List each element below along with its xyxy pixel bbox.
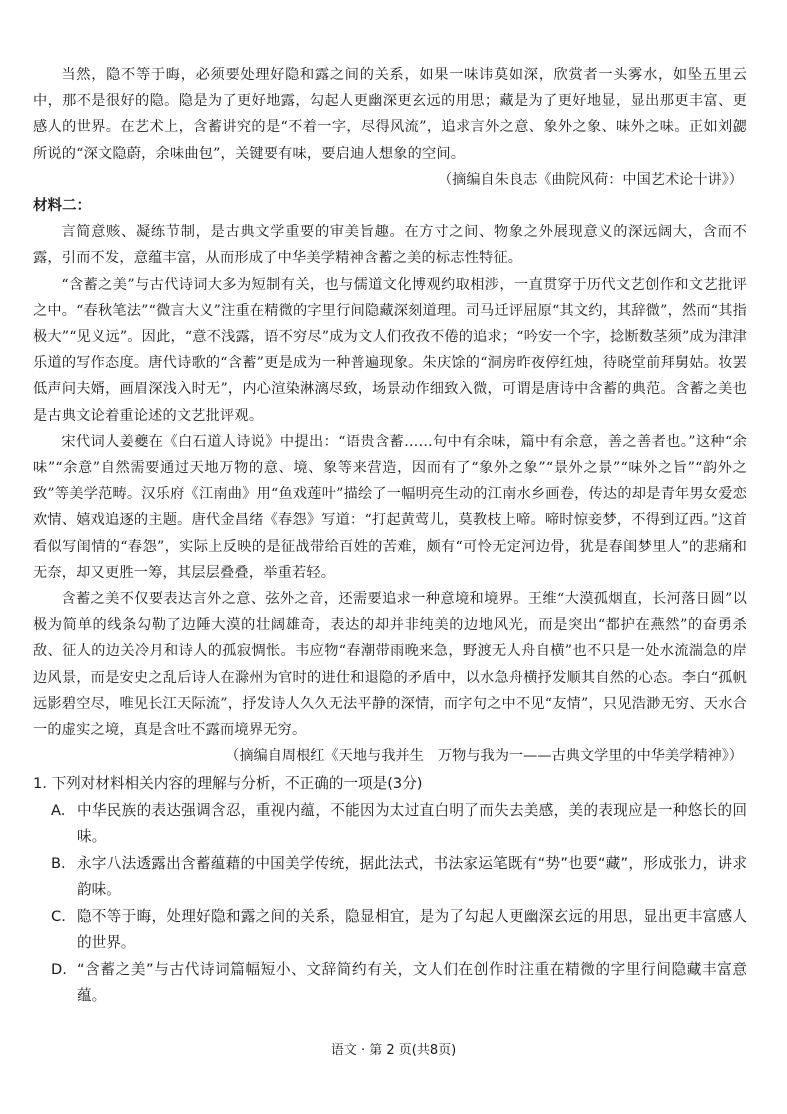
option-letter: D. xyxy=(51,960,67,978)
option-text: “含蓄之美”与古代诗词篇幅短小、文辞简约有关，文人们在创作时注重在精微的字里行间隐藏丰富意蕴。 xyxy=(77,960,747,1005)
option-letter: B. xyxy=(51,854,66,872)
option-text: 中华民族的表达强调含忍，重视内蕴，不能因为太过直白明了而失去美感，美的表现应是一种悠长的回味。 xyxy=(77,801,747,846)
option-text: 隐不等于晦，处理好隐和露之间的关系，隐显相宜，是为了勾起人更幽深玄远的用思，显出更丰富感人的世界。 xyxy=(77,907,747,952)
option-b xyxy=(51,851,747,904)
material2-heading: 材料二： xyxy=(33,198,91,215)
material2-paragraph-3: 宋代词人姜夔在《白石道人诗说》中提出：“语贵含蓄……句中有余味，篇中有余意，善之善者也。”这种“余味”“余意”自然需要通过天地万物的意、境、象等来营造，因而有了“象外之象”“景外之景”“味外之旨”“韵外之致”等美学范畴。汉乐府《江南曲》用“鱼戏莲叶”描绘了一幅明亮生动的江南水乡画卷，传达的却是青年男女爱恋欢情、嬉戏追逐的主题。唐代金昌绪《春怨》写道：“打起黄莺儿，莫教枝上啼。啼时惊妾梦，不得到辽西。”这首看似写闺情的“春怨”，实际上反映的是征战带给百姓的苦难，颇有“可怜无定河边骨，犹是春闺梦里人”的悲痛和无奈，却又更胜一筹，其层层叠叠，举重若轻。 xyxy=(33,433,747,581)
material2-paragraph-1: 言简意赅、凝练节制，是古典文学重要的审美旨趣。在方寸之间、物象之外展现意义的深远阔大，含而不露，引而不发，意蕴丰富，从而形成了中华美学精神含蓄之美的标志性特征。 xyxy=(33,224,747,267)
option-letter: A. xyxy=(51,801,66,819)
material1-paragraph: 当然，隐不等于晦，必须要处理好隐和露之间的关系，如果一味讳莫如深，欣赏者一头雾水，如坠五里云中，那不是很好的隐。隐是为了更好地露，勾起人更幽深更玄远的用思；藏是为了更好地显，显出那更丰富、更感人的世界。在艺术上，含蓄讲究的是“不着一字，尽得风流”，追求言外之意、象外之象、味外之味。正如刘勰所说的“深文隐蔚，余味曲包”，关键要有味，要启迪人想象的空间。 xyxy=(33,67,747,162)
option-d xyxy=(51,957,747,1010)
material1-source: （摘编自朱良志《曲院风荷：中国艺术论十讲》） xyxy=(437,171,743,188)
material2-source: （摘编自周根红《天地与我并生 万物与我为一——古典文学里的中华美学精神》） xyxy=(225,748,743,765)
question-1 xyxy=(33,771,747,1010)
option-text: 永字八法透露出含蓄蕴藉的中国美学传统，据此法式，书法家运笔既有“势”也要“藏”，形成张力，讲求韵味。 xyxy=(77,854,747,899)
option-letter: C. xyxy=(51,907,66,925)
question-stem: 1. 下列对材料相关内容的理解与分析，不正确的一项是(3分) xyxy=(33,775,423,793)
material2-paragraph-4: 含蓄之美不仅要表达言外之意、弦外之音，还需要追求一种意境和境界。王维“大漠孤烟直，长河落日圆”以极为简单的线条勾勒了边陲大漠的壮阔雄奇，表达的却并非纯美的边地风光，而是突出“都护在燕然”的奋勇杀敌、征人的边关冷月和诗人的孤寂惆怅。韦应物“春潮带雨晚来急，野渡无人舟自横”也不只是一处水流湍急的岸边风景，而是安史之乱后诗人在滁州为官时的进仕和退隐的矛盾中，以水急舟横抒发顺其自然的心态。李白“孤帆远影碧空尽，唯见长江天际流”，抒发诗人久久无法平静的深情，而字句之中不见“友情”，只见浩渺无穷、天水合一的虚实之境，真是含吐不露而境界无穷。 xyxy=(33,591,747,739)
option-c xyxy=(51,904,747,957)
material2-paragraph-2: “含蓄之美”与古代诗词大多为短制有关，也与儒道文化博观约取相涉，一直贯穿于历代文艺创作和文艺批评之中。“春秋笔法”“微言大义”注重在精微的字里行间隐藏深刻道理。司马迁评屈原“其文约，其辞微”，然而“其指极大”“见义远”。因此，“意不浅露，语不穷尽”成为文人们孜孜不倦的追求；“吟安一个字，捻断数茎须”成为津津乐道的写作态度。唐代诗歌的“含蓄”更是成为一种普遍现象。朱庆馀的“洞房昨夜停红烛，待晓堂前拜舅姑。妆罢低声问夫婿，画眉深浅入时无”，内心渲染淋漓尽致，场景动作细致入微，可谓是唐诗中含蓄的典范。含蓄之美也是古典文论着重论述的文艺批评观。 xyxy=(33,276,747,424)
option-a xyxy=(51,798,747,851)
page-footer: 语文 · 第 2 页(共8页) xyxy=(330,1043,457,1058)
